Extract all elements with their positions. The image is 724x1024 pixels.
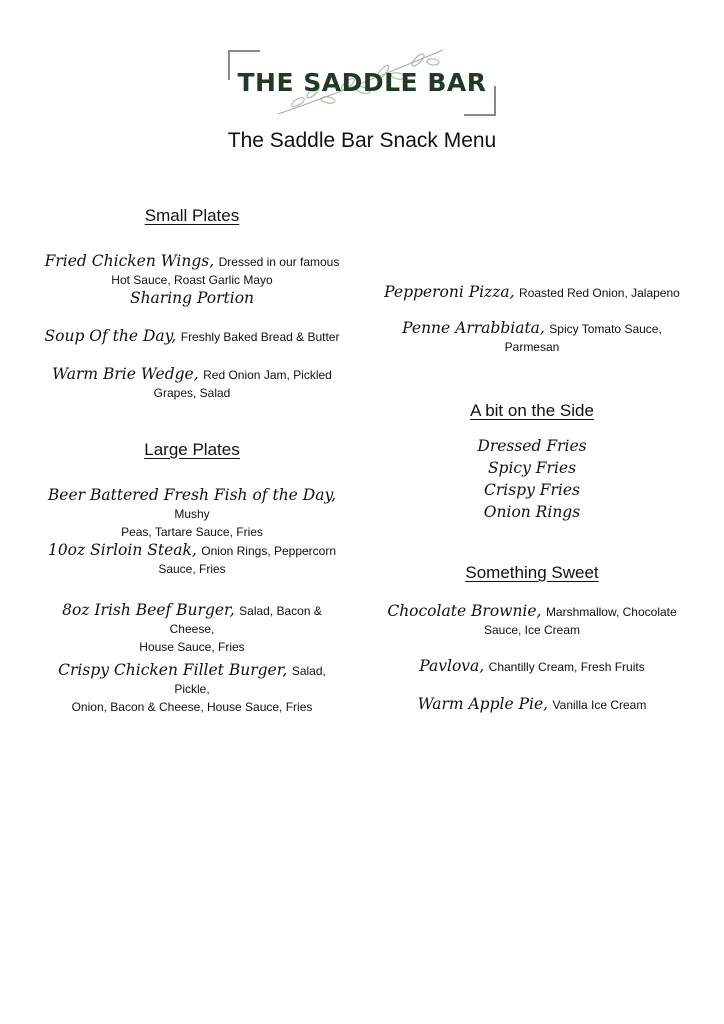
menu-item <box>40 486 344 541</box>
sides-list <box>380 435 684 523</box>
dish-name: 10oz Sirloin Steak, <box>47 541 197 559</box>
dish-description: Dressed in our famous <box>218 255 340 269</box>
dish-name: 8oz Irish Beef Burger, <box>62 601 235 619</box>
dish-description: Onion, Bacon & Cheese, House Sauce, Fries <box>71 700 313 714</box>
dish-description: Sauce, Fries <box>158 562 226 576</box>
dish-name: Penne Arrabbiata, <box>402 319 545 337</box>
dish-name: Fried Chicken Wings, <box>44 252 215 270</box>
menu-item <box>40 601 344 656</box>
menu-item <box>40 541 344 578</box>
menu-item <box>380 602 684 639</box>
dish-description: Marshmallow, Chocolate <box>545 605 677 619</box>
list-item: Spicy Fries <box>487 459 577 477</box>
dish-name: Beer Battered Fresh Fish of the Day, <box>47 486 337 504</box>
page-title: The Saddle Bar Snack Menu <box>227 129 497 152</box>
dish-description: Roasted Red Onion, Jalapeno <box>519 286 680 300</box>
dish-note: Sharing Portion <box>129 289 255 307</box>
dish-description: Sauce, Ice Cream <box>483 623 581 637</box>
list-item: Onion Rings <box>483 503 581 521</box>
dish-description: Peas, Tartare Sauce, Fries <box>121 525 263 539</box>
section-title-sides: A bit on the Side <box>470 401 594 420</box>
menu-item <box>40 365 344 402</box>
dish-description: Spicy Tomato Sauce, <box>549 322 662 336</box>
dish-description: Freshly Baked Bread & Butter <box>180 330 340 344</box>
dish-description: Hot Sauce, Roast Garlic Mayo <box>111 273 273 287</box>
menu-item <box>40 661 344 716</box>
dish-description: Vanilla Ice Cream <box>552 698 647 712</box>
dish-description: Onion Rings, Peppercorn <box>201 544 337 558</box>
dish-description: Chantilly Cream, Fresh Fruits <box>488 660 645 674</box>
dish-name: Chocolate Brownie, <box>387 602 542 620</box>
dish-name: Warm Apple Pie, <box>417 695 549 713</box>
dish-name: Pavlova, <box>419 657 485 675</box>
dish-description: Salad, Bacon & Cheese, <box>169 604 322 636</box>
menu-item <box>380 283 684 302</box>
dish-description: Salad, Pickle, <box>174 664 326 696</box>
logo-text: THE SADDLE BAR <box>237 68 487 97</box>
dish-name: Crispy Chicken Fillet Burger, <box>58 661 288 679</box>
menu-item <box>40 327 344 346</box>
dish-description: Mushy <box>174 507 210 521</box>
section-title-large-plates: Large Plates <box>144 440 240 459</box>
section-title-sweet: Something Sweet <box>465 563 599 582</box>
section-title-small-plates: Small Plates <box>144 206 240 225</box>
logo <box>228 50 496 116</box>
menu-item <box>380 319 684 356</box>
dish-name: Pepperoni Pizza, <box>384 283 515 301</box>
dish-description: Grapes, Salad <box>153 386 231 400</box>
dish-name: Warm Brie Wedge, <box>52 365 199 383</box>
list-item: Crispy Fries <box>483 481 581 499</box>
dish-description: Parmesan <box>504 340 560 354</box>
dish-description: Red Onion Jam, Pickled <box>203 368 332 382</box>
menu-item <box>40 252 344 308</box>
dish-description: House Sauce, Fries <box>139 640 245 654</box>
list-item: Dressed Fries <box>477 437 587 455</box>
dish-name: Soup Of the Day, <box>44 327 177 345</box>
menu-item <box>380 657 684 676</box>
menu-item <box>380 695 684 714</box>
